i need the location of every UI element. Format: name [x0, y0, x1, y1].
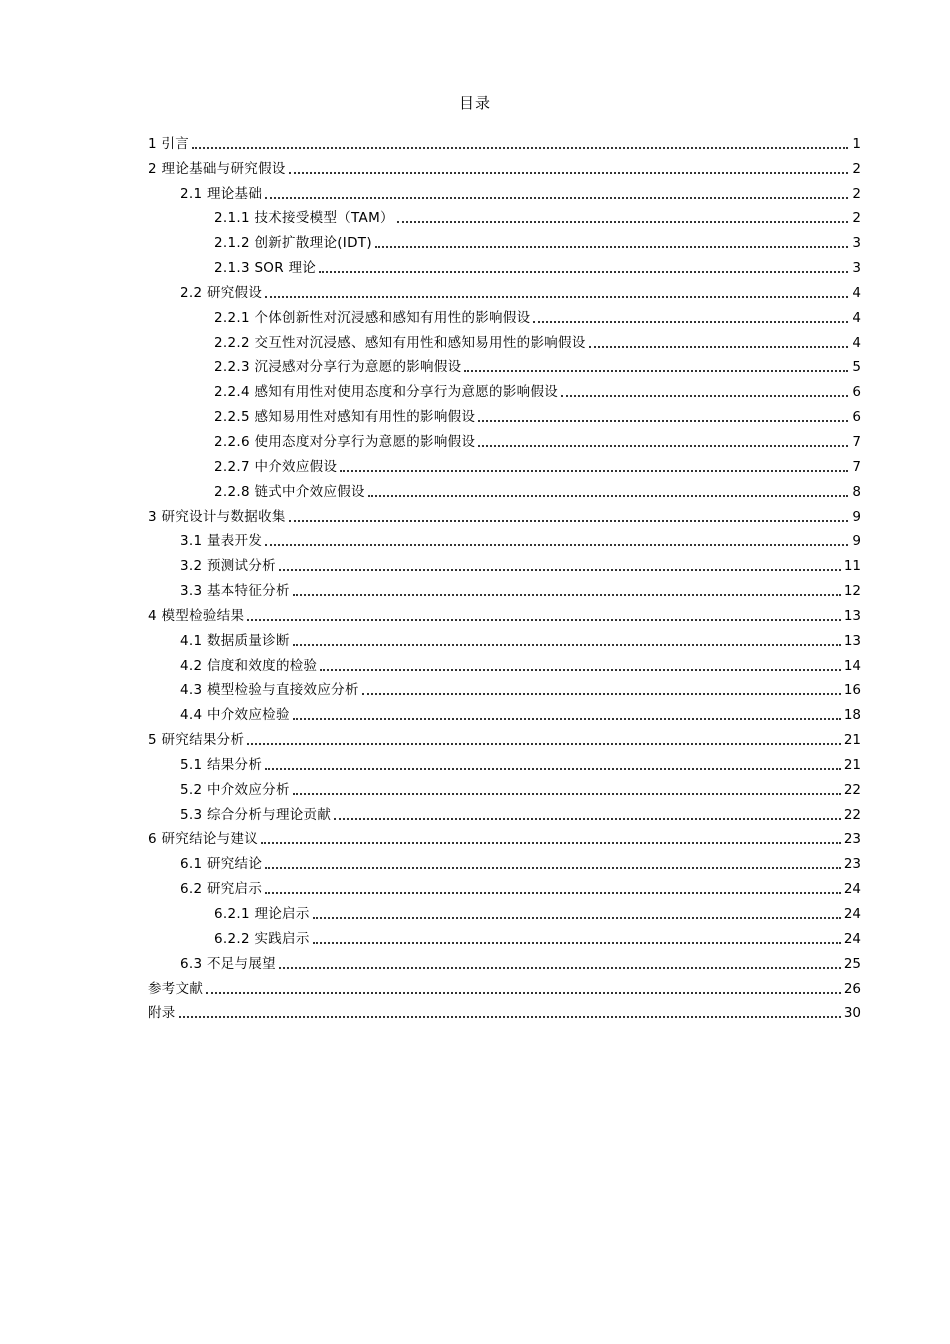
- toc-entry-label: 2.1.2 创新扩散理论(IDT): [214, 235, 372, 252]
- toc-entry[interactable]: [148, 873, 861, 898]
- toc-entry-label: 2.2.8 链式中介效应假设: [214, 483, 365, 500]
- toc-entry[interactable]: [148, 376, 861, 401]
- toc-title: 目录: [458, 94, 491, 112]
- toc-entry-label: 4.2 信度和效度的检验: [180, 657, 318, 674]
- toc-entry[interactable]: [148, 451, 861, 476]
- toc-entry[interactable]: [148, 824, 861, 849]
- toc-entry-page-number: 24: [843, 930, 861, 947]
- toc-entry-page-number: 13: [843, 632, 861, 649]
- toc-entry-page-number: 26: [843, 980, 861, 997]
- toc-entry[interactable]: [148, 848, 861, 873]
- toc-entry[interactable]: [148, 526, 861, 551]
- toc-entry[interactable]: [148, 973, 861, 998]
- toc-entry-page-number: 3: [852, 260, 861, 277]
- dot-leader: [533, 320, 848, 323]
- toc-entry[interactable]: [148, 327, 861, 352]
- toc-entry-page-number: 2: [852, 185, 861, 202]
- toc-entry-label: 6 研究结论与建议: [148, 831, 259, 848]
- toc-entry[interactable]: [148, 699, 861, 724]
- toc-entry[interactable]: [148, 650, 861, 675]
- toc-entry[interactable]: [148, 749, 861, 774]
- toc-entry[interactable]: [148, 998, 861, 1023]
- toc-entry-label: 5.1 结果分析: [180, 756, 263, 773]
- toc-entry-page-number: 3: [852, 235, 861, 252]
- toc-entry-page-number: 16: [843, 682, 861, 699]
- toc-entry-page-number: 2: [852, 210, 861, 227]
- dot-leader: [247, 618, 841, 621]
- toc-entry[interactable]: [148, 252, 861, 277]
- toc-entry[interactable]: [148, 501, 861, 526]
- toc-entry-label: 5.2 中介效应分析: [180, 781, 290, 798]
- table-of-contents: [148, 128, 861, 1022]
- toc-entry[interactable]: [148, 575, 861, 600]
- toc-entry-page-number: 4: [852, 334, 861, 351]
- dot-leader: [589, 345, 848, 348]
- dot-leader: [265, 767, 841, 770]
- toc-entry[interactable]: [148, 724, 861, 749]
- dot-leader: [179, 1015, 841, 1018]
- dot-leader: [319, 270, 848, 273]
- dot-leader: [265, 866, 841, 869]
- toc-entry-label: 5 研究结果分析: [148, 732, 245, 749]
- dot-leader: [561, 394, 848, 397]
- toc-entry-label: 6.2.1 理论启示: [214, 906, 310, 922]
- toc-entry-page-number: 4: [852, 284, 861, 301]
- toc-entry-label: 2 理论基础与研究假设: [148, 160, 286, 177]
- toc-entry-page-number: 8: [852, 483, 861, 500]
- toc-entry[interactable]: [148, 277, 861, 302]
- toc-entry-label: 2.2.2 交互性对沉浸感、感知有用性和感知易用性的影响假设: [214, 334, 586, 351]
- toc-entry-label: 3.3 基本特征分析: [180, 583, 290, 600]
- dot-leader: [265, 196, 848, 199]
- toc-entry-label: 2.1.1 技术接受模型（TAM）: [214, 210, 394, 227]
- toc-entry-label: 6.2 研究启示: [180, 881, 263, 898]
- toc-entry[interactable]: [148, 600, 861, 625]
- toc-entry-page-number: 24: [843, 881, 861, 898]
- toc-entry[interactable]: [148, 302, 861, 327]
- toc-entry[interactable]: [148, 203, 861, 228]
- dot-leader: [334, 817, 841, 820]
- toc-entry[interactable]: [148, 550, 861, 575]
- toc-entry-label: 2.2 研究假设: [180, 284, 263, 301]
- dot-leader: [265, 295, 848, 298]
- toc-entry-label: 6.3 不足与展望: [180, 955, 276, 972]
- toc-entry[interactable]: [148, 128, 861, 153]
- toc-entry-label: 2.1 理论基础: [180, 185, 263, 202]
- toc-entry[interactable]: [148, 774, 861, 799]
- dot-leader: [279, 966, 841, 969]
- toc-entry-label: 3 研究设计与数据收集: [148, 508, 286, 525]
- toc-entry[interactable]: [148, 153, 861, 178]
- dot-leader: [320, 668, 840, 671]
- dot-leader: [340, 469, 848, 472]
- toc-entry[interactable]: [148, 476, 861, 501]
- dot-leader: [247, 742, 841, 745]
- toc-entry-label: 6.1 研究结论: [180, 856, 263, 873]
- toc-entry[interactable]: [148, 675, 861, 700]
- toc-entry[interactable]: [148, 227, 861, 252]
- toc-entry[interactable]: [148, 178, 861, 203]
- toc-entry-page-number: 13: [843, 607, 861, 624]
- dot-leader: [261, 841, 841, 844]
- toc-entry-page-number: 7: [852, 458, 861, 475]
- dot-leader: [478, 419, 848, 422]
- dot-leader: [206, 991, 841, 994]
- toc-entry-label: 2.2.1 个体创新性对沉浸感和感知有用性的影响假设: [214, 309, 531, 326]
- dot-leader: [192, 146, 848, 149]
- dot-leader: [289, 171, 848, 174]
- toc-entry-page-number: 4: [852, 309, 861, 326]
- dot-leader: [265, 543, 848, 546]
- dot-leader: [397, 220, 848, 223]
- dot-leader: [289, 519, 848, 522]
- toc-entry[interactable]: [148, 426, 861, 451]
- dot-leader: [362, 692, 841, 695]
- toc-entry-page-number: 9: [852, 533, 861, 550]
- toc-entry-label: 参考文献: [148, 980, 204, 997]
- toc-entry[interactable]: [148, 401, 861, 426]
- dot-leader: [375, 245, 848, 248]
- toc-entry-page-number: 22: [843, 781, 861, 798]
- toc-entry-page-number: 21: [843, 756, 861, 773]
- dot-leader: [313, 941, 841, 944]
- dot-leader: [293, 792, 841, 795]
- dot-leader: [279, 568, 841, 571]
- toc-entry-page-number: 23: [843, 856, 861, 873]
- toc-entry[interactable]: [148, 625, 861, 650]
- dot-leader: [368, 494, 848, 497]
- toc-entry-label: 附录: [148, 1005, 176, 1022]
- dot-leader: [478, 444, 848, 447]
- toc-entry-page-number: 22: [843, 806, 861, 823]
- toc-entry[interactable]: [148, 923, 861, 948]
- toc-entry-page-number: 2: [852, 160, 861, 177]
- toc-entry-label: 2.2.6 使用态度对分享行为意愿的影响假设: [214, 433, 476, 450]
- toc-entry[interactable]: [148, 948, 861, 973]
- toc-entry-label: 5.3 综合分析与理论贡献: [180, 806, 332, 823]
- toc-entry-page-number: 18: [843, 707, 861, 724]
- toc-entry-label: 2.2.3 沉浸感对分享行为意愿的影响假设: [214, 359, 462, 376]
- toc-entry-label: 4.1 数据质量诊断: [180, 632, 290, 649]
- dot-leader: [293, 717, 841, 720]
- toc-entry[interactable]: [148, 799, 861, 824]
- toc-entry-page-number: 6: [852, 409, 861, 426]
- toc-entry-label: 2.2.4 感知有用性对使用态度和分享行为意愿的影响假设: [214, 384, 559, 401]
- toc-entry-label: 2.2.5 感知易用性对感知有用性的影响假设: [214, 409, 476, 426]
- toc-entry-page-number: 24: [843, 906, 861, 922]
- toc-entry-page-number: 5: [852, 359, 861, 376]
- dot-leader: [293, 593, 841, 596]
- toc-entry-page-number: 12: [843, 583, 861, 600]
- dot-leader: [464, 369, 848, 372]
- toc-entry-label: 3.1 量表开发: [180, 533, 263, 550]
- toc-entry-page-number: 6: [852, 384, 861, 401]
- toc-entry-label: 3.2 预测试分析: [180, 558, 276, 575]
- toc-entry-page-number: 23: [843, 831, 861, 848]
- toc-entry[interactable]: [148, 898, 861, 923]
- toc-entry-page-number: 1: [852, 135, 861, 152]
- toc-entry-page-number: 14: [843, 657, 861, 674]
- toc-entry-page-number: 11: [843, 558, 861, 575]
- dot-leader: [265, 891, 841, 894]
- toc-entry-label: 2.1.3 SOR 理论: [214, 260, 317, 277]
- dot-leader: [313, 916, 841, 919]
- toc-entry-label: 1 引言: [148, 135, 190, 152]
- toc-entry-page-number: 30: [843, 1005, 861, 1022]
- toc-entry-page-number: 25: [843, 955, 861, 972]
- toc-entry-page-number: 9: [852, 508, 861, 525]
- toc-entry-label: 2.2.7 中介效应假设: [214, 458, 338, 475]
- toc-entry-label: 4.3 模型检验与直接效应分析: [180, 682, 359, 699]
- dot-leader: [293, 643, 841, 646]
- toc-entry-label: 4 模型检验结果: [148, 607, 245, 624]
- toc-entry-label: 6.2.2 实践启示: [214, 930, 310, 947]
- toc-entry-label: 4.4 中介效应检验: [180, 707, 290, 724]
- toc-entry-page-number: 7: [852, 433, 861, 450]
- toc-entry-page-number: 21: [843, 732, 861, 749]
- toc-entry[interactable]: [148, 352, 861, 377]
